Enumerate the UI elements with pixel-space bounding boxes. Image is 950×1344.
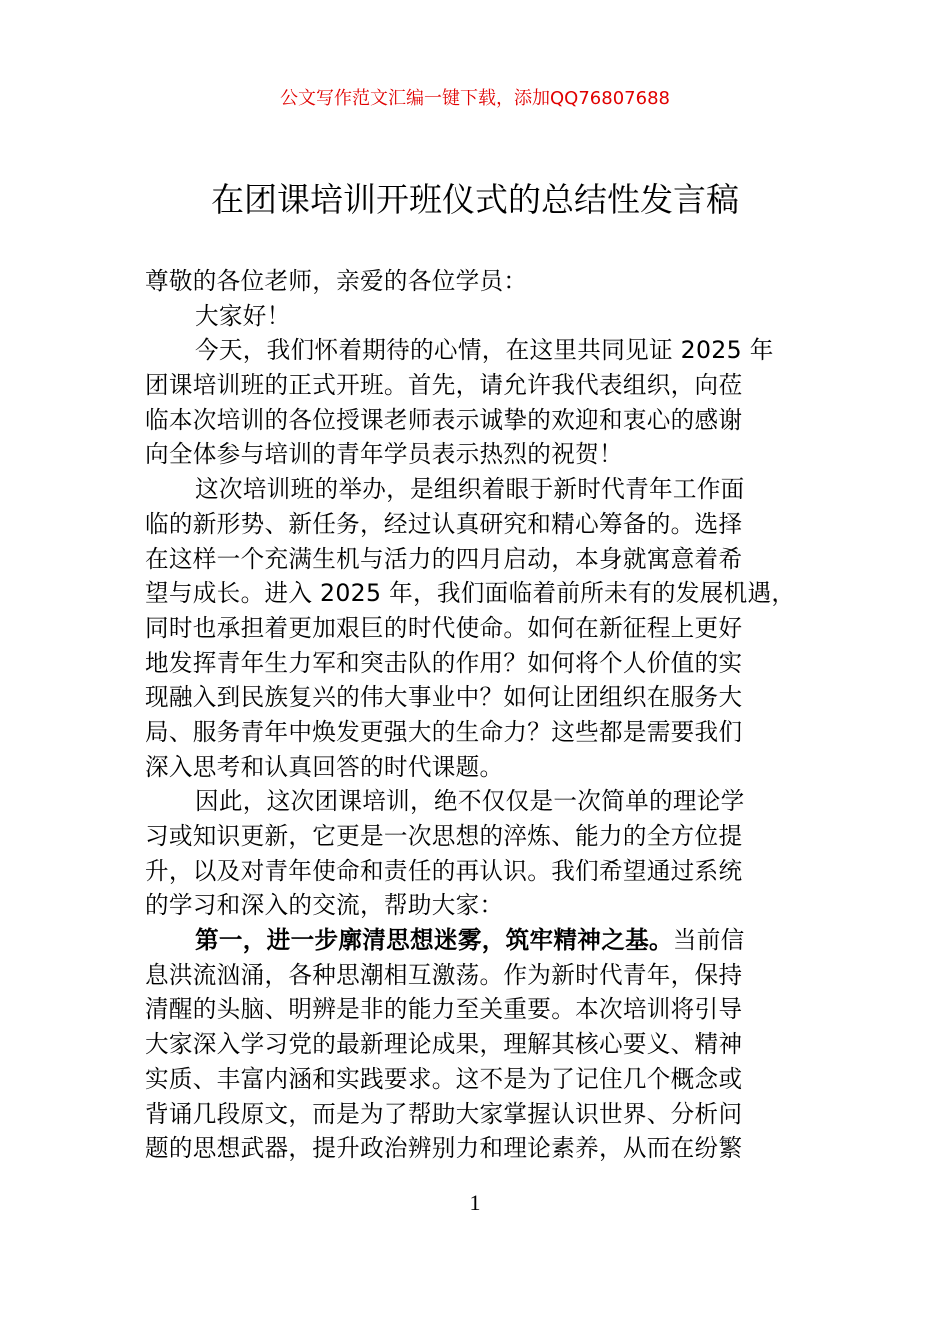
paragraph-line	[145, 299, 825, 334]
paragraph-line	[145, 1027, 825, 1062]
salutation: 尊敬的各位老师，亲爱的各位学员：	[145, 267, 528, 295]
line-text: 大家好！	[195, 301, 291, 330]
paragraph-line	[145, 507, 825, 542]
line-text: 的学习和深入的交流，帮助大家：	[145, 891, 504, 920]
download-banner: 公文写作范文汇编一键下载，添加QQ76807688	[280, 88, 670, 109]
line-text: 习或知识更新，它更是一次思想的淬炼、能力的全方位提	[145, 822, 743, 850]
paragraph-line	[145, 680, 825, 715]
line-text: 息洪流汹涌，各种思潮相互激荡。作为新时代青年，保持	[145, 960, 743, 989]
paragraph-line	[145, 992, 825, 1027]
paragraph-line	[145, 854, 825, 889]
line-text: 今天，我们怀着期待的心情，在这里共同见证 2025 年	[195, 336, 774, 365]
line-text: 临本次培训的各位授课老师表示诚挚的欢迎和衷心的感谢	[145, 405, 743, 434]
paragraph-line	[145, 368, 825, 403]
line-text: 在这样一个充满生机与活力的四月启动，本身就寓意着希	[145, 544, 743, 573]
line-text: 实质、丰富内涵和实践要求。这不是为了记住几个概念或	[145, 1064, 743, 1093]
paragraph-line	[145, 472, 825, 507]
paragraph-line	[145, 750, 825, 785]
page-number: 1	[469, 1190, 481, 1215]
line-text: 因此，这次团课培训，绝不仅仅是一次简单的理论学	[195, 787, 745, 816]
line-text: 向全体参与培训的青年学员表示热烈的祝贺！	[145, 440, 623, 469]
line-text: 望与成长。进入 2025 年，我们面临着前所未有的发展机遇，	[145, 579, 796, 608]
paragraph-line	[145, 333, 825, 368]
line-text: 同时也承担着更加艰巨的时代使命。如何在新征程上更好	[145, 613, 743, 642]
bold-heading: 第一，进一步廓清思想迷雾，筑牢精神之基。	[195, 926, 673, 955]
paragraph-line	[145, 819, 825, 854]
line-text: 团课培训班的正式开班。首先，请允许我代表组织，向莅	[145, 371, 743, 400]
paragraph-line	[145, 576, 825, 611]
line-text: 大家深入学习党的最新理论成果，理解其核心要义、精神	[145, 1030, 743, 1059]
paragraph-line	[145, 542, 825, 577]
line-text: 这次培训班的举办，是组织着眼于新时代青年工作面	[195, 475, 745, 504]
paragraph-line	[145, 1097, 825, 1132]
paragraph-line	[145, 403, 825, 438]
line-text: 局、服务青年中焕发更强大的生命力？这些都是需要我们	[145, 717, 743, 746]
line-text: 深入思考和认真回答的时代课题。	[145, 752, 504, 781]
paragraph-line	[145, 646, 825, 681]
line-text: 背诵几段原文，而是为了帮助大家掌握认识世界、分析问	[145, 1099, 743, 1128]
paragraph-line	[145, 958, 825, 993]
document-title: 在团课培训开班仪式的总结性发言稿	[211, 180, 739, 219]
document-body	[145, 264, 825, 1166]
paragraph-line	[145, 715, 825, 750]
line-text: 临的新形势、新任务，经过认真研究和精心筹备的。选择	[145, 509, 743, 538]
line-text: 题的思想武器，提升政治辨别力和理论素养，从而在纷繁	[145, 1134, 743, 1163]
paragraph-line	[145, 1131, 825, 1166]
paragraph-line	[145, 888, 825, 923]
paragraph-line	[145, 1062, 825, 1097]
line-text: 清醒的头脑、明辨是非的能力至关重要。本次培训将引导	[145, 995, 743, 1024]
paragraph-line	[145, 784, 825, 819]
paragraph-line	[145, 611, 825, 646]
line-text: 当前信	[672, 926, 745, 955]
paragraph-line	[145, 437, 825, 472]
paragraph-line	[145, 923, 825, 958]
line-text: 现融入到民族复兴的伟大事业中？如何让团组织在服务大	[145, 683, 743, 712]
line-text: 升，以及对青年使命和责任的再认识。我们希望通过系统	[145, 856, 743, 885]
line-text: 地发挥青年生力军和突击队的作用？如何将个人价值的实	[145, 648, 743, 677]
